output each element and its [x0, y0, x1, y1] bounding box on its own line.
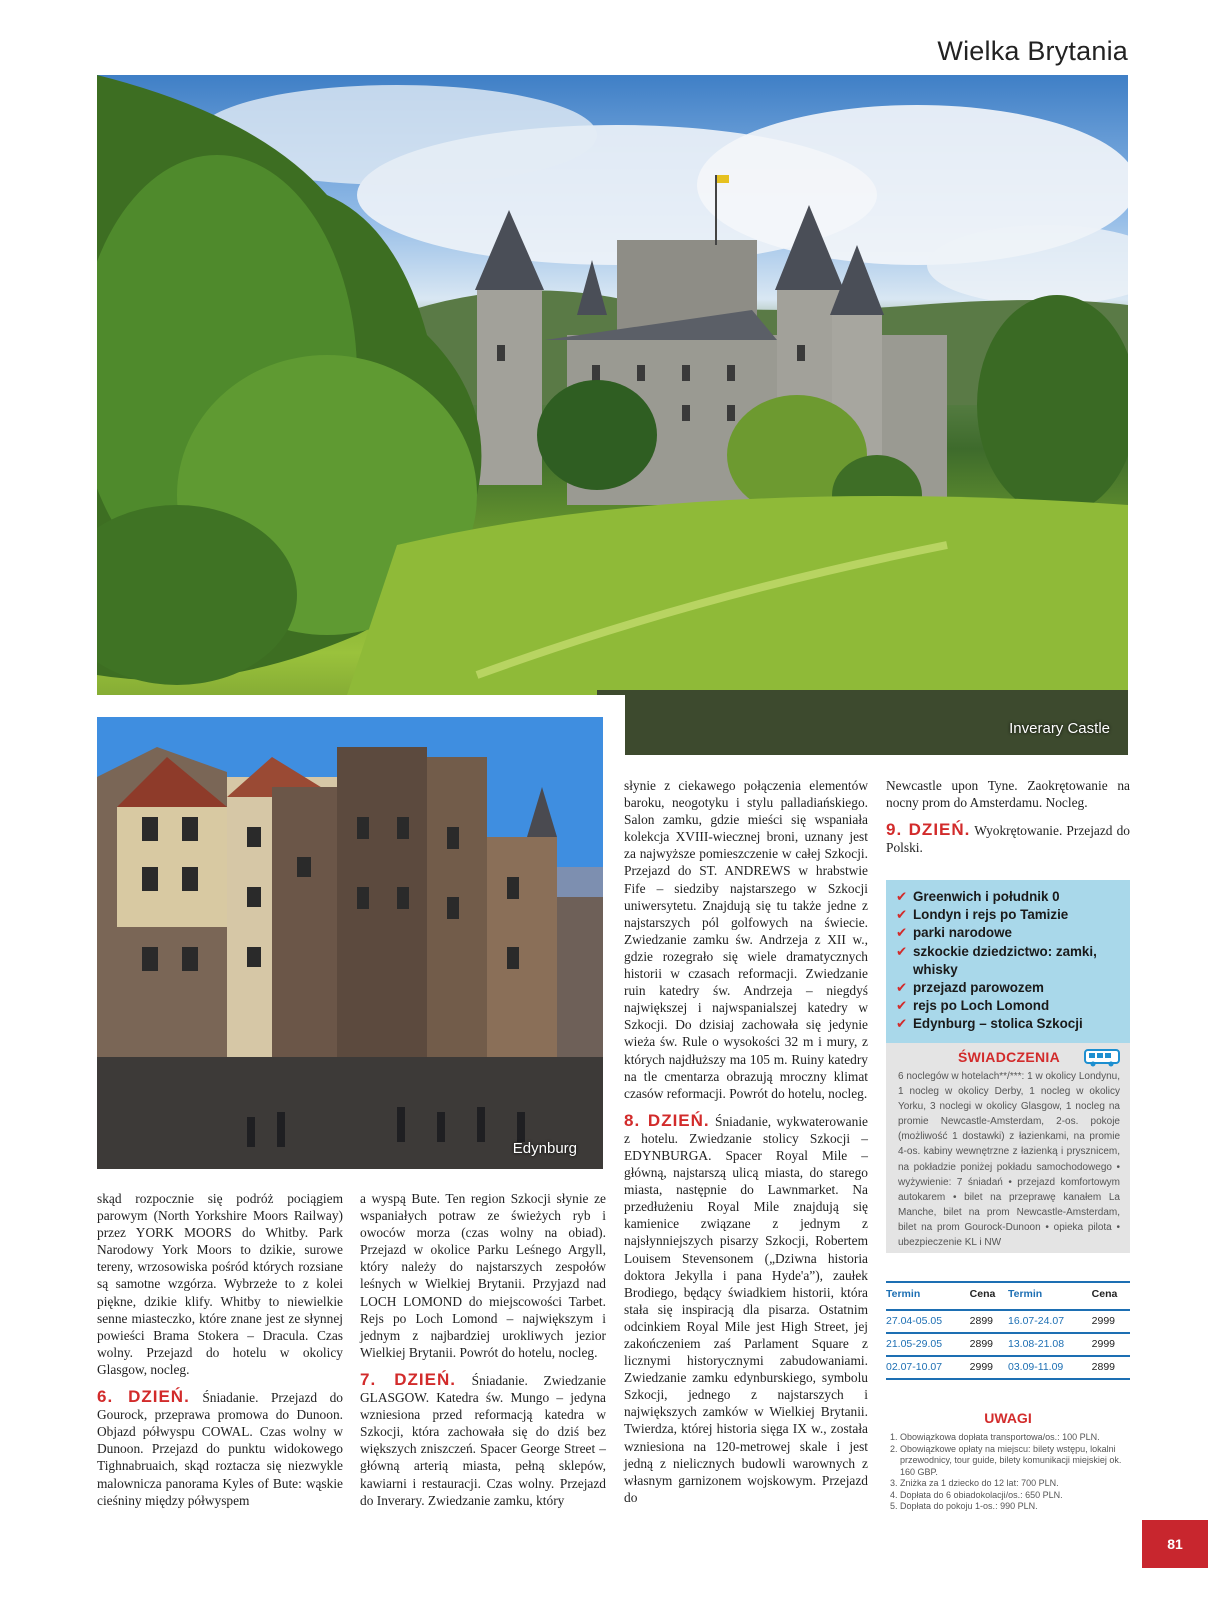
country-title: Wielka Brytania	[937, 36, 1128, 66]
day-7-text: Śniadanie. Zwiedzanie GLASGOW. Katedra św. Mungo – jedyna wzniesiona przed reformacją katedra w Szkocji, która zachowała się do dziś bez większych zniszczeń. Spacer George Street – główną arterią miasta, pełną sklepów, kawiarni i restauracji. Czas wolny. Przejazd do Inverary. Zwiedzanie zamku, który	[360, 1372, 606, 1508]
paragraph: skąd rozpocznie się podróż pociągiem parowym (North Yorkshire Moors Railway) przez YORK MOORS do Whitby. Park Narodowy York Moors to dzikie, surowe tereny, wrzosowiska pośród których rozsiane są samotne wzgórza. Wybrzeże to z kolei piękne, dzikie klify. Whitby to niewielkie senne miasteczko, które znane jest ze słynnej powieści Brama Stokera – Dracula. Czas wolny. Przejazd do hotelu w okolicy Glasgow, nocleg.	[97, 1191, 343, 1377]
hero-caption: Inverary Castle	[1009, 720, 1110, 737]
highlight-item: ✔ szkockie dziedzictwo: zamki, whisky	[896, 943, 1124, 979]
highlight-item: ✔ rejs po Loch Lomond	[896, 997, 1124, 1015]
header-cena: Cena	[1092, 1282, 1130, 1310]
check-icon: ✔	[896, 980, 908, 996]
services-title: ŚWIADCZENIA	[957, 1049, 1061, 1065]
check-icon: ✔	[896, 907, 908, 923]
note-item: 5. Dopłata do pokoju 1-os.: 990 PLN.	[900, 1501, 1130, 1513]
note-item: 4. Dopłata do 6 obiadokolacji/os.: 650 PLN.	[900, 1490, 1130, 1502]
note-item: 3. Zniżka za 1 dziecko do 12 lat: 700 PLN.	[900, 1478, 1130, 1490]
bus-icon	[1084, 1049, 1120, 1067]
check-icon: ✔	[896, 889, 908, 904]
photo-frame-side	[603, 695, 625, 1175]
table-row: 21.05-29.05 2899 13.08-21.08 2999	[886, 1333, 1130, 1356]
services-box	[886, 1043, 1130, 1253]
day-9-text: Wyokrętowanie. Przejazd do Polski.	[886, 823, 1130, 856]
photo-edinburgh	[97, 717, 603, 1169]
day-8-text: Śniadanie, wykwaterowanie z hotelu. Zwiedzanie stolicy Szkocji – EDYNBURGA. Spacer Royal Mile – główną, najstarszą ulicą miasta, do starego miasta, następnie do Lawnmarket. Na przedłużeniu Royal Mile znajdują się kamienice związane z jednym z najsłynniejszych pisarzy Szkocji, Robertem Louisem Stevensonem („Dziwna historia doktora Jekylla i pana Hyde'a”), zaułek Brodiego, będący świadkiem historii, która stała się inspiracją dla pisarza. Ostatnim odcinkiem Royal Mile jest High Street, jej zakończeniem zaś Parlament Square z licznymi historycznymi zabudowaniami. Zwiedzanie zamku edynburskiego, symbolu Szkocji, jednego z najstarszych i największych zamków w Wielkiej Brytanii. Twierdza, której historia sięga IX w., została wzniesiona na 120-metrowej skale i jest jedną z nielicznych budowli warownych z własnym garnizonem wojskowym. Przejazd do	[624, 1113, 868, 1505]
text-column-2	[360, 1190, 606, 1509]
header-cena: Cena	[970, 1282, 1008, 1310]
check-icon: ✔	[896, 1016, 908, 1032]
highlight-item: ✔ Londyn i rejs po Tamizie	[896, 906, 1124, 924]
photo-frame	[97, 695, 625, 717]
paragraph-day-8	[624, 1112, 868, 1506]
services-text: 6 noclegów w hotelach**/***: 1 w okolicy Londynu, 1 nocleg w okolicy Derby, 1 nocleg w okolicy Yorku, 3 noclegi w okolicy Glasgow, 1 nocleg na promie Newcastle-Amsterdam, 2-os. pokoje (możliwość 1 dostawki) z łazienkami, na promie 4-os. kabiny wewnętrzne z łazienką i prysznicem, na pokładzie poniżej pokładu samochodowego • wyżywienie: 7 śniadań • przejazd komfortowym autokarem • bilet na przeprawę kanałem La Manche, bilet na prom Newcastle-Amsterdam, bilet na prom Gourock-Dunoon • opieka pilota • ubezpieczenie KL i NW	[898, 1071, 1120, 1249]
notes-box	[886, 1410, 1130, 1513]
paragraph: słynie z ciekawego połączenia elementów baroku, neogotyku i stylu palladiańskiego. Salon zamku, gdzie mieści się wspaniała kolekcja XVIII-wiecznej broni, uznany jest za najwyższe pomieszczenie w całej Szkocji. Przejazd do ST. ANDREWS w hrabstwie Fife – siedziby najstarszego w Szkocji uniwersytetu. Znajdują się tu także jedne z najstarszych pól golfowych na świecie. Zwiedzanie zamku św. Andrzeja z XII w., gdzie rozegrało się wiele dramatycznych historii w czasach reformacji. Zwiedzanie ruin katedry św. Andrzeja – niegdyś największej i najwspanialszej katedry w Szkocji. Do dzisiaj zachowała się jedynie wieża św. Rule o wysokości 32 m i mury, z których najdłuższy ma 105 m. Ruiny katedry na tle cmentarza obrazują mroczny klimat czasów reformacji. Powrót do hotelu, nocleg.	[624, 778, 868, 1101]
text-column-4	[886, 777, 1130, 856]
highlight-item: ✔ Greenwich i południk 0	[896, 888, 1124, 906]
note-item: 1. Obowiązkowa dopłata transportowa/os.: 100 PLN.	[900, 1432, 1130, 1444]
price-table	[886, 1281, 1130, 1380]
table-header-row	[886, 1282, 1130, 1310]
highlight-item: ✔ przejazd parowozem	[896, 979, 1124, 997]
note-item: 2. Obowiązkowe opłaty na miejscu: bilety wstępu, lokalni przewodnicy, tour guide, bilety komunikacji miejskiej ok. 160 GBP.	[900, 1444, 1130, 1479]
text-column-1	[97, 1190, 343, 1509]
paragraph-day-9	[886, 821, 1130, 856]
highlight-item: ✔ parki narodowe	[896, 924, 1124, 942]
edinburgh-caption: Edynburg	[512, 1140, 577, 1157]
day-9-label: 9. DZIEŃ.	[886, 820, 971, 840]
check-icon: ✔	[896, 925, 908, 941]
highlights-box	[886, 880, 1130, 1043]
highlight-item: ✔ Edynburg – stolica Szkocji	[896, 1015, 1124, 1033]
table-row: 02.07-10.07 2999 03.09-11.09 2899	[886, 1356, 1130, 1379]
hero-photo-inverary-castle	[97, 75, 1128, 755]
check-icon: ✔	[896, 943, 908, 959]
day-8-label: 8. DZIEŃ.	[624, 1110, 710, 1130]
paragraph: Newcastle upon Tyne. Zaokrętowanie na nocny prom do Amsterdamu. Nocleg.	[886, 778, 1130, 811]
paragraph-day-7	[360, 1371, 606, 1509]
table-row: 27.04-05.05 2899 16.07-24.07 2999	[886, 1310, 1130, 1333]
header-termin: Termin	[1008, 1282, 1092, 1310]
check-icon: ✔	[896, 998, 908, 1014]
day-7-label: 7. DZIEŃ.	[360, 1369, 456, 1389]
notes-title: UWAGI	[984, 1410, 1032, 1426]
paragraph-day-6	[97, 1388, 343, 1509]
header-termin: Termin	[886, 1282, 970, 1310]
day-6-label: 6. DZIEŃ.	[97, 1387, 190, 1407]
day-6-text: Śniadanie. Przejazd do Gourock, przeprawa promowa do Dunoon. Objazd półwyspu COWAL. Czas wolny w Dunoon. Przejazd do punktu widokowego Tighnabruaich, skąd roztacza się niezwykle malownicza panorama Kyles of Bute: wąskie cieśniny między półwyspem	[97, 1390, 343, 1508]
text-column-3	[624, 777, 868, 1506]
paragraph: a wyspą Bute. Ten region Szkocji słynie ze wspaniałych potraw ze świeżych ryb i owoców morza (czas wolny na obiad). Przejazd w okolice Parku Leśnego Argyll, który należy do najstarszych zespołów leśnych w Wielkiej Brytanii. Przyjazd nad LOCH LOMOND do miejscowości Tarbet. Rejs po Loch Lomond – największym i jednym z najbardziej urokliwych jezior Wielkiej Brytanii. Powrót do hotelu, nocleg.	[360, 1191, 606, 1360]
page-number: 81	[1142, 1520, 1208, 1568]
